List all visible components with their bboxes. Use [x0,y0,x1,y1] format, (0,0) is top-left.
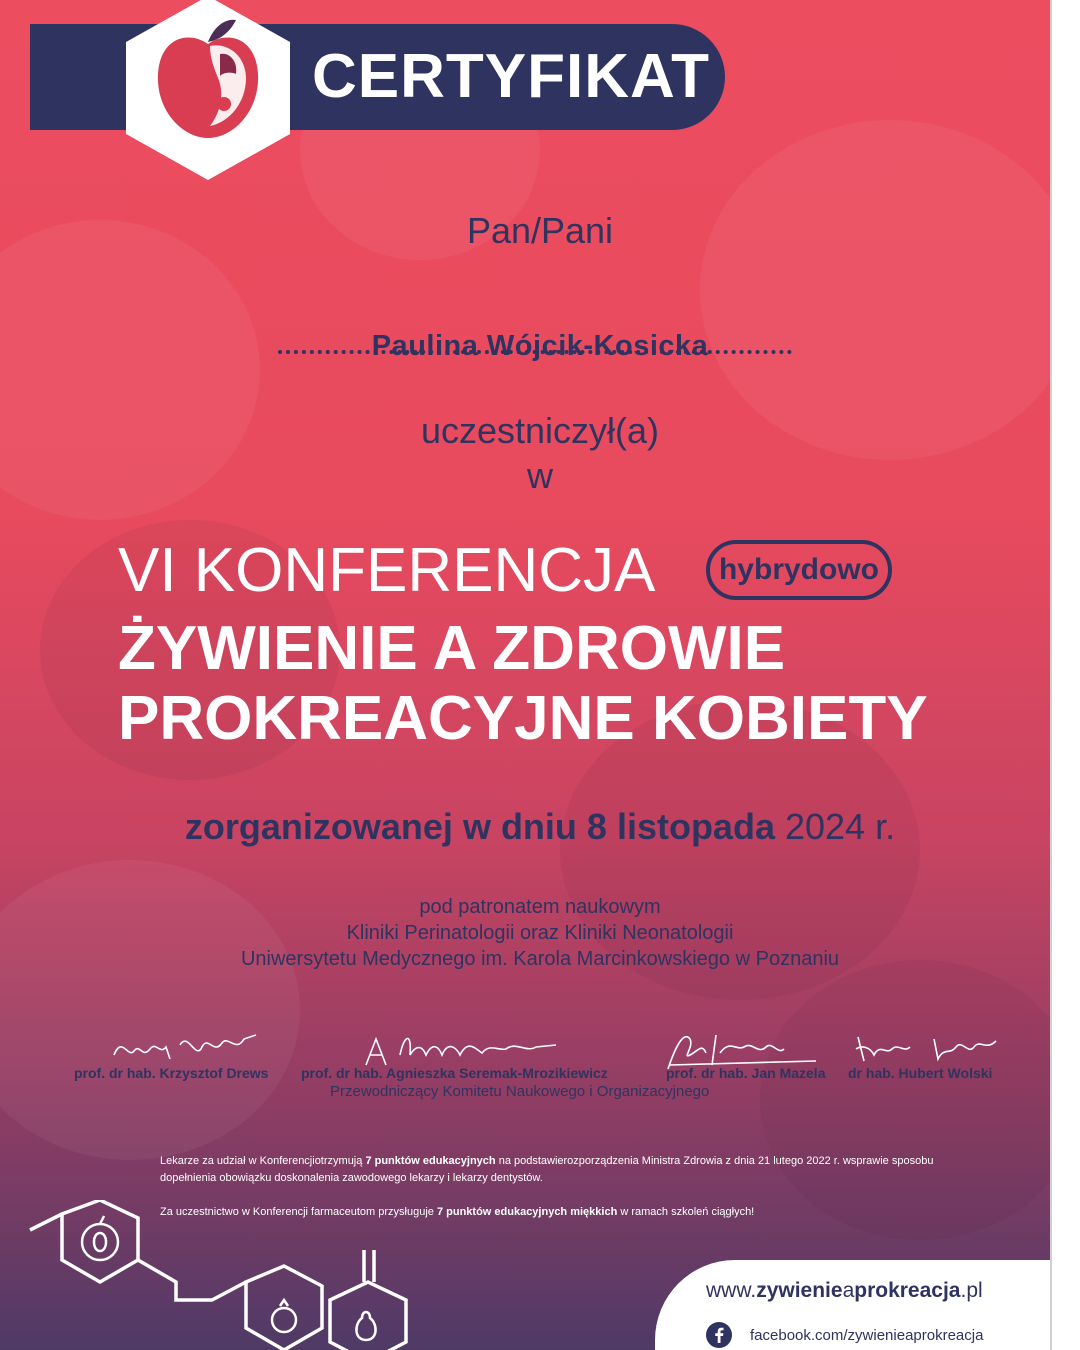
signatory-name: prof. dr hab. Agnieszka Seremak-Mrozikiewicz [301,1065,608,1081]
patronage-line-3: Uniwersytetu Medycznego im. Karola Marcinkowskiego w Poznaniu [240,948,840,970]
hybrid-badge: hybrydowo [706,540,892,600]
note-text: w ramach szkoleń ciągłych! [617,1206,755,1218]
note-bold: 7 punktów edukacyjnych [365,1155,496,1167]
www-text: .pl [960,1279,983,1302]
patronage [0,894,1050,972]
apple-woman-logo-icon [118,0,298,184]
note-bold: 7 punktów edukacyjnych miękkich [436,1206,618,1218]
participation-text: uczestniczył(a) [420,410,660,451]
event-date-year: 2024 r. [784,806,896,847]
chair-role: Przewodniczący Komitetu Naukowego i Organizacyjnego [330,1083,710,1100]
note-text: Za uczestnictwo w Konferencji farmaceutom przysługuje [160,1206,437,1218]
certificate-title: CERTYFIKAT [312,42,711,111]
fruit-molecule-icon [0,1200,430,1350]
facebook-link[interactable]: facebook.com/zywienieaprokreacja [750,1327,984,1344]
bg-texture [760,960,1050,1240]
www-bold: zywienie [756,1279,843,1302]
www-text: www. [706,1279,757,1302]
event-line-1: VI KONFERENCJA [118,536,656,605]
doctors-points-note [160,1153,980,1187]
recipient-name: Paulina Wójcik-Kosicka [371,330,709,362]
salutation: Pan/Pani [466,210,614,251]
event-line-2: ŻYWIENIE A ZDROWIE [118,614,786,683]
facebook-icon [706,1322,732,1348]
signatory-name: prof. dr hab. Jan Mazela [666,1065,826,1081]
signatory-name: dr hab. Hubert Wolski [848,1065,993,1081]
preposition-text: w [527,455,553,496]
patronage-line-2: Kliniki Perinatologii oraz Kliniki Neonatologii [346,922,734,944]
event-date [0,806,1050,848]
event-line-3: PROKREACYJNE KOBIETY [118,684,928,753]
note-text: na podstawierozporządzenia Ministra Zdrowia z dnia 21 lutego 2022 r. wsprawie sposobu dopełnienia obowiązku doskonalenia zawodowego lekarzy i lekarzy dentystów. [160,1155,934,1184]
signatory-name: prof. dr hab. Krzysztof Drews [74,1065,269,1081]
bg-texture [700,120,1050,460]
page-edge-line [1050,0,1052,1350]
note-text: Lekarze za udział w Konferencjiotrzymują [160,1155,366,1167]
www-bold: prokreacja [854,1279,961,1302]
website-link[interactable] [706,1279,983,1303]
event-date-bold: zorganizowanej w dniu 8 listopada [184,806,775,847]
www-text: a [842,1279,855,1302]
patronage-line-1: pod patronatem naukowym [419,896,661,918]
